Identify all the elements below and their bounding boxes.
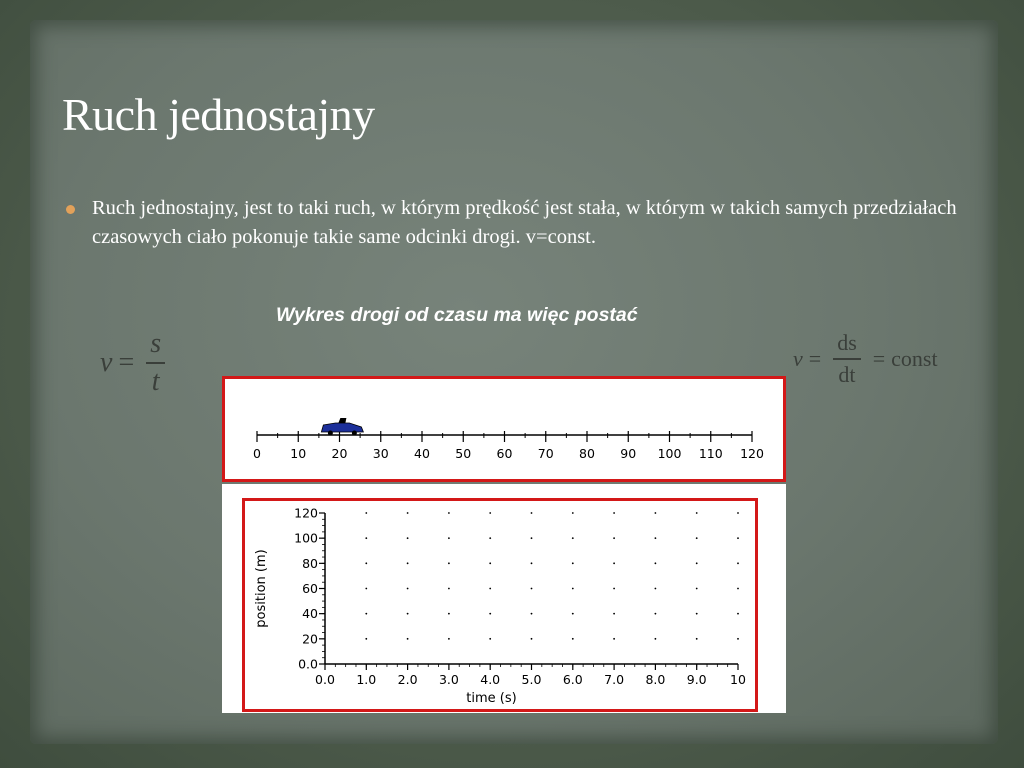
formula-const: const bbox=[891, 346, 938, 371]
number-line bbox=[225, 379, 783, 479]
grid-dot bbox=[448, 613, 450, 615]
y-tick-label: 80 bbox=[302, 555, 318, 571]
grid-dot bbox=[407, 638, 409, 640]
grid-dot bbox=[531, 638, 533, 640]
formula-v: v bbox=[100, 347, 113, 378]
grid-dot bbox=[737, 638, 739, 640]
grid-dot bbox=[489, 588, 491, 590]
grid-dot bbox=[696, 638, 698, 640]
grid-dot bbox=[655, 613, 657, 615]
grid-dot bbox=[655, 562, 657, 564]
x-tick-label: 7.0 bbox=[604, 672, 625, 687]
x-tick-label: 2.0 bbox=[397, 672, 418, 687]
grid-dot bbox=[613, 588, 615, 590]
grid-dot bbox=[696, 537, 698, 539]
x-tick-label: 4.0 bbox=[480, 672, 501, 687]
grid-dot bbox=[407, 512, 409, 514]
grid-dot bbox=[365, 537, 367, 539]
graph-container bbox=[222, 484, 786, 713]
grid-dot bbox=[655, 512, 657, 514]
grid-dot bbox=[407, 613, 409, 615]
grid-dot bbox=[613, 537, 615, 539]
grid-dot bbox=[407, 588, 409, 590]
grid-dot bbox=[696, 512, 698, 514]
x-tick-label: 1.0 bbox=[356, 672, 377, 687]
car-icon bbox=[321, 418, 363, 436]
number-line-label: 120 bbox=[740, 446, 764, 461]
x-axis-label: time (s) bbox=[466, 691, 517, 706]
grid-dot bbox=[737, 562, 739, 564]
grid-dot bbox=[448, 588, 450, 590]
grid-dot bbox=[531, 537, 533, 539]
x-tick-label: 9.0 bbox=[686, 672, 707, 687]
number-line-label: 90 bbox=[620, 446, 637, 461]
grid-dot bbox=[737, 512, 739, 514]
x-tick-label: 10 bbox=[730, 672, 746, 687]
grid-dot bbox=[365, 512, 367, 514]
grid-dot bbox=[448, 512, 450, 514]
grid-dot bbox=[655, 537, 657, 539]
track-panel bbox=[222, 376, 786, 482]
y-tick-label: 100 bbox=[294, 530, 318, 546]
chart-caption: Wykres drogi od czasu ma więc postać bbox=[276, 304, 638, 326]
number-line-label: 50 bbox=[455, 446, 472, 461]
grid-dot bbox=[489, 638, 491, 640]
grid-dot bbox=[365, 638, 367, 640]
grid-dot bbox=[572, 537, 574, 539]
grid-dot bbox=[737, 537, 739, 539]
grid-dot bbox=[365, 613, 367, 615]
graph-panel bbox=[242, 498, 758, 712]
grid-dot bbox=[737, 588, 739, 590]
grid-dot bbox=[407, 537, 409, 539]
grid-dot bbox=[489, 512, 491, 514]
car-wheel bbox=[352, 431, 357, 436]
grid-dot bbox=[448, 537, 450, 539]
car-roof bbox=[338, 418, 346, 423]
x-tick-label: 8.0 bbox=[645, 672, 666, 687]
formula-fraction bbox=[146, 328, 165, 398]
grid-dot bbox=[655, 588, 657, 590]
grid-dot bbox=[696, 588, 698, 590]
grid-dot bbox=[572, 562, 574, 564]
formula-numerator: ds bbox=[833, 330, 861, 360]
car-body bbox=[321, 423, 363, 432]
grid-dot bbox=[531, 588, 533, 590]
number-line-label: 70 bbox=[537, 446, 554, 461]
grid-dot bbox=[613, 562, 615, 564]
grid-dot bbox=[655, 638, 657, 640]
number-line-label: 100 bbox=[657, 446, 682, 461]
formula-equals-2: = bbox=[872, 346, 886, 371]
velocity-formula bbox=[100, 328, 171, 398]
formula-denominator: t bbox=[151, 366, 160, 397]
y-tick-label: 60 bbox=[302, 581, 318, 596]
grid-dot bbox=[531, 613, 533, 615]
grid-dot bbox=[489, 537, 491, 539]
grid-dot bbox=[365, 588, 367, 590]
number-line-label: 20 bbox=[331, 446, 348, 461]
grid-dot bbox=[407, 562, 409, 564]
number-line-label: 30 bbox=[372, 446, 389, 461]
y-tick-label: 120 bbox=[294, 505, 318, 521]
formula-fraction bbox=[833, 330, 861, 388]
grid-dot bbox=[489, 562, 491, 564]
grid-dot bbox=[489, 613, 491, 615]
grid-dot bbox=[613, 613, 615, 615]
number-line-label: 110 bbox=[698, 446, 723, 461]
x-tick-label: 5.0 bbox=[521, 672, 542, 687]
y-axis-label: position (m) bbox=[254, 549, 269, 628]
number-line-label: 40 bbox=[414, 446, 430, 461]
grid-dot bbox=[531, 562, 533, 564]
grid-dot bbox=[696, 613, 698, 615]
grid-dot bbox=[696, 562, 698, 564]
grid-dot bbox=[531, 512, 533, 514]
grid-dot bbox=[448, 638, 450, 640]
grid-dot bbox=[572, 588, 574, 590]
number-line-label: 10 bbox=[290, 446, 307, 461]
grid-dot bbox=[572, 512, 574, 514]
number-line-label: 80 bbox=[579, 446, 595, 461]
grid-dot bbox=[448, 562, 450, 564]
y-tick-label: 40 bbox=[302, 606, 318, 622]
number-line-label: 0 bbox=[253, 446, 261, 461]
x-tick-label: 0.0 bbox=[315, 672, 335, 687]
y-tick-label: 0.0 bbox=[298, 656, 318, 672]
derivative-formula bbox=[793, 330, 938, 388]
formula-numerator: s bbox=[146, 328, 165, 364]
bullet-marker bbox=[66, 205, 75, 214]
grid-dot bbox=[613, 638, 615, 640]
grid-dot bbox=[572, 638, 574, 640]
grid-dot bbox=[365, 562, 367, 564]
y-tick-label: 20 bbox=[302, 631, 318, 647]
x-tick-label: 3.0 bbox=[438, 672, 459, 687]
position-time-chart bbox=[245, 501, 755, 709]
bullet-text: Ruch jednostajny, jest to taki ruch, w którym prędkość jest stała, w którym w takich samych przedziałach czasowych ciało pokonuje takie same odcinki drogi. v=const. bbox=[92, 197, 957, 248]
grid-dot bbox=[572, 613, 574, 615]
formula-v: v bbox=[793, 346, 803, 371]
slide-title: Ruch jednostajny bbox=[62, 89, 375, 140]
grid-dot bbox=[737, 613, 739, 615]
formula-equals: = bbox=[118, 347, 135, 378]
formula-equals: = bbox=[808, 346, 822, 371]
formula-denominator: dt bbox=[838, 362, 856, 387]
x-tick-label: 6.0 bbox=[562, 672, 583, 687]
number-line-label: 60 bbox=[496, 446, 513, 461]
grid-dot bbox=[613, 512, 615, 514]
car-wheel bbox=[328, 431, 333, 436]
